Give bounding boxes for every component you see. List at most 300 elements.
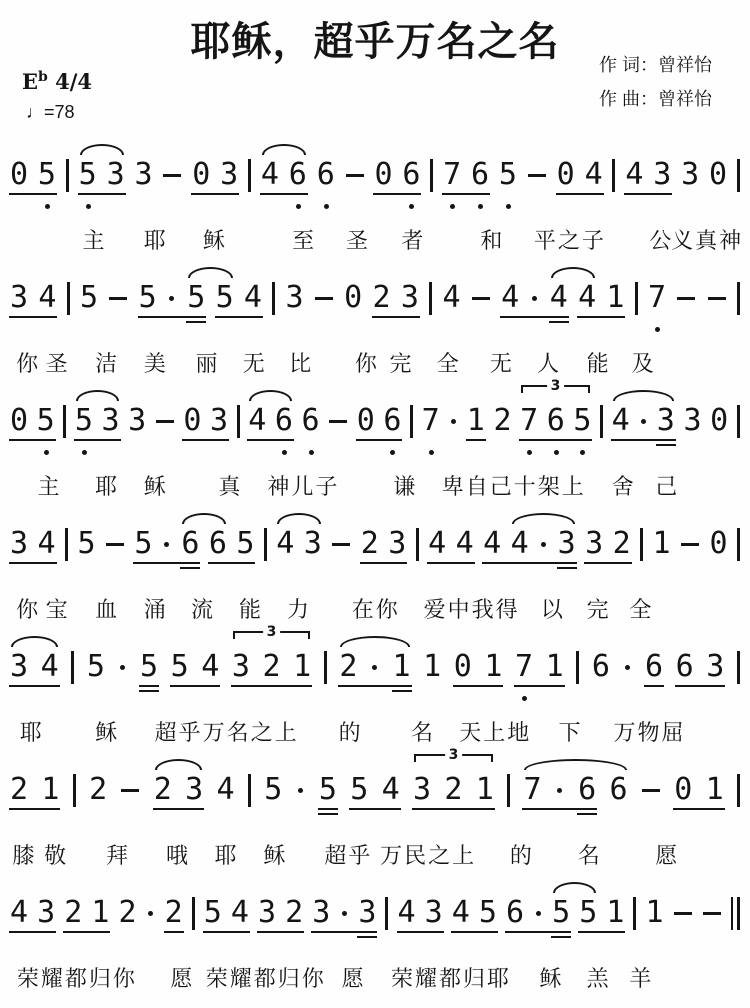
beam-line bbox=[519, 439, 592, 441]
notes-row bbox=[6, 876, 744, 962]
lyric-chunk: 的 bbox=[338, 720, 363, 745]
lyric-chunk: 爱中我得 bbox=[423, 597, 520, 622]
barline bbox=[430, 159, 433, 192]
beam-line-2 bbox=[186, 321, 206, 323]
barline bbox=[73, 774, 76, 807]
note-token: 3 bbox=[653, 157, 672, 192]
beam-line bbox=[412, 808, 495, 810]
lyric-chunk: 己 bbox=[655, 474, 680, 499]
augmentation-dot bbox=[167, 281, 177, 315]
lyric-chunk: 羊 bbox=[629, 966, 654, 991]
lyric-chunk: 下 bbox=[558, 720, 583, 745]
octave-dot bbox=[409, 204, 414, 209]
lyric-chunk: 荣耀都归你 bbox=[16, 966, 137, 991]
octave-dot bbox=[450, 204, 455, 209]
score-system bbox=[6, 507, 744, 623]
header bbox=[0, 0, 750, 138]
note-token: 3 bbox=[557, 526, 576, 561]
beam-line bbox=[578, 931, 625, 933]
lyrics-row bbox=[6, 839, 744, 869]
lyric-chunk: 力 bbox=[286, 597, 311, 622]
beam-line bbox=[164, 931, 184, 933]
note-token: 5 bbox=[140, 649, 159, 684]
note-token: 0 bbox=[674, 772, 693, 807]
augmentation-dot bbox=[117, 650, 127, 684]
score-system bbox=[6, 261, 744, 377]
note-token: 1 bbox=[606, 895, 625, 930]
beam-line-2 bbox=[318, 813, 338, 815]
beam-line bbox=[584, 562, 632, 564]
octave-dot bbox=[296, 204, 301, 209]
lyric-chunk: 全 bbox=[629, 597, 654, 622]
note-token: 3 bbox=[388, 526, 407, 561]
note-token: 5 bbox=[86, 649, 105, 684]
note-token: 6 bbox=[609, 772, 628, 807]
tempo-marking: ♩=78 bbox=[26, 102, 75, 122]
slur-arc bbox=[512, 513, 575, 524]
beam-line bbox=[182, 439, 229, 441]
beam-line-2 bbox=[557, 567, 577, 569]
lyric-chunk: 宝 bbox=[45, 597, 70, 622]
dash-note bbox=[641, 773, 661, 807]
augmentation-dot bbox=[533, 896, 543, 930]
note-token: 0 bbox=[192, 157, 211, 192]
note-token: 5 bbox=[79, 280, 99, 315]
note-token: 3 bbox=[128, 403, 147, 438]
note-token: 3 bbox=[10, 526, 29, 561]
note-token: 5 bbox=[36, 403, 55, 438]
note-token: 3 bbox=[10, 280, 29, 315]
note-token: 5 bbox=[74, 403, 93, 438]
barline bbox=[600, 405, 603, 438]
lyric-chunk: 神儿子 bbox=[267, 474, 340, 499]
beam-line bbox=[644, 685, 664, 687]
augmentation-dot bbox=[146, 896, 156, 930]
beam-line-2 bbox=[357, 936, 377, 938]
beam-line bbox=[9, 439, 56, 441]
lyrics-row bbox=[6, 716, 744, 746]
lyric-chunk: 稣 bbox=[143, 474, 168, 499]
lyric-chunk: 愿 bbox=[341, 966, 366, 991]
dash-note bbox=[676, 281, 696, 315]
lyric-chunk: 至 bbox=[292, 228, 317, 253]
note-token: 7 bbox=[515, 649, 534, 684]
lyric-chunk: 卑自己十架上 bbox=[441, 474, 586, 499]
dash-note bbox=[105, 527, 125, 561]
note-token: 3 bbox=[312, 895, 331, 930]
octave-dot bbox=[429, 450, 434, 455]
dash-note bbox=[471, 281, 491, 315]
lyric-chunk: 名 bbox=[577, 843, 602, 868]
note-token: 4 bbox=[428, 526, 447, 561]
lyric-chunk: 名 bbox=[410, 720, 435, 745]
note-token: 1 bbox=[705, 772, 724, 807]
note-token: 5 bbox=[134, 526, 153, 561]
note-token: 6 bbox=[471, 157, 490, 192]
augmentation-dot bbox=[448, 404, 458, 438]
note-token: 3 bbox=[683, 403, 702, 438]
note-token: 2 bbox=[339, 649, 358, 684]
augmentation-dot bbox=[538, 527, 548, 561]
note-token: 6 bbox=[578, 772, 597, 807]
lyric-chunk: 丽 bbox=[195, 351, 220, 376]
note-token: 3 bbox=[656, 403, 675, 438]
lyric-chunk: 愿 bbox=[170, 966, 195, 991]
note-token: 3 bbox=[413, 772, 432, 807]
barline bbox=[416, 528, 419, 561]
score bbox=[0, 138, 750, 992]
dash-note bbox=[673, 896, 693, 930]
beam-line bbox=[9, 808, 60, 810]
note-token: 5 bbox=[552, 895, 571, 930]
slur-arc bbox=[553, 882, 596, 893]
barline bbox=[248, 159, 251, 192]
beam-line bbox=[63, 931, 110, 933]
octave-dot bbox=[554, 450, 559, 455]
barline bbox=[192, 897, 195, 930]
page-title: 耶稣，超乎万名之名 bbox=[190, 18, 560, 65]
note-token: 7 bbox=[520, 403, 539, 438]
beam-line bbox=[442, 193, 490, 195]
notes-row bbox=[6, 138, 744, 224]
lyric-chunk: 主 bbox=[82, 228, 107, 253]
lyric-chunk: 能 bbox=[239, 597, 264, 622]
lyric-chunk: 圣 bbox=[45, 351, 70, 376]
barline bbox=[737, 774, 740, 807]
lyric-chunk: 真 bbox=[218, 474, 243, 499]
note-token: 5 bbox=[215, 280, 234, 315]
note-token: 1 bbox=[41, 772, 60, 807]
lyric-chunk: 圣 bbox=[346, 228, 371, 253]
beam-line bbox=[78, 193, 126, 195]
slur-arc bbox=[340, 636, 410, 647]
note-token: 3 bbox=[37, 895, 56, 930]
lyric-chunk: 洁 bbox=[95, 351, 120, 376]
note-token: 0 bbox=[374, 157, 393, 192]
beam-line-2 bbox=[656, 444, 676, 446]
octave-dot bbox=[45, 204, 50, 209]
note-token: 1 bbox=[475, 772, 494, 807]
beam-line-2 bbox=[180, 567, 200, 569]
lyric-chunk: 全 bbox=[436, 351, 461, 376]
barline bbox=[410, 405, 413, 438]
note-token: 5 bbox=[78, 157, 97, 192]
augmentation-dot bbox=[622, 650, 632, 684]
beam-line bbox=[74, 439, 121, 441]
note-token: 3 bbox=[681, 157, 700, 192]
composer-credit: 作 曲：曾祥怡 bbox=[598, 89, 712, 109]
lyric-chunk: 的 bbox=[509, 843, 534, 868]
note-token: 5 bbox=[77, 526, 96, 561]
note-token: 5 bbox=[350, 772, 369, 807]
note-token: 2 bbox=[164, 895, 183, 930]
credits bbox=[599, 48, 712, 116]
slur-arc bbox=[262, 144, 306, 155]
note-token: 4 bbox=[578, 280, 597, 315]
beam-line bbox=[338, 685, 412, 687]
note-token: 0 bbox=[10, 157, 29, 192]
beam-line bbox=[133, 562, 200, 564]
octave-dot bbox=[282, 450, 287, 455]
lyric-chunk: 稣 bbox=[539, 966, 564, 991]
augmentation-dot bbox=[555, 773, 565, 807]
note-token: 4 bbox=[510, 526, 529, 561]
barline bbox=[507, 774, 510, 807]
note-token: 6 bbox=[505, 895, 524, 930]
lyric-chunk: 血 bbox=[95, 597, 120, 622]
dash-note bbox=[702, 896, 722, 930]
slur-arc bbox=[11, 636, 58, 647]
note-token: 7 bbox=[443, 157, 462, 192]
lyric-chunk: 超乎 bbox=[324, 843, 373, 868]
dash-note bbox=[345, 158, 365, 192]
dash-note bbox=[155, 404, 175, 438]
dash-note bbox=[108, 281, 128, 315]
beam-line bbox=[215, 316, 263, 318]
slur-arc bbox=[613, 390, 674, 401]
octave-dot bbox=[82, 450, 87, 455]
beam-line bbox=[9, 193, 57, 195]
score-system bbox=[6, 138, 744, 254]
beam-line bbox=[356, 439, 402, 441]
lyric-chunk: 荣耀都归你 bbox=[205, 966, 326, 991]
note-token: 0 bbox=[453, 649, 472, 684]
score-system bbox=[6, 378, 744, 500]
lyric-chunk: 在你 bbox=[351, 597, 400, 622]
augmentation-dot bbox=[339, 896, 349, 930]
beam-line bbox=[673, 808, 725, 810]
note-token: 5 bbox=[138, 280, 157, 315]
note-token: 1 bbox=[545, 649, 564, 684]
note-token: 5 bbox=[318, 772, 337, 807]
triplet-number: 3 bbox=[445, 747, 463, 763]
note-token: 1 bbox=[392, 649, 411, 684]
final-barline bbox=[731, 897, 740, 930]
barline bbox=[737, 405, 740, 438]
slur-arc bbox=[155, 759, 202, 770]
note-token: 4 bbox=[397, 895, 416, 930]
beam-line bbox=[170, 685, 220, 687]
note-token: 2 bbox=[89, 772, 108, 807]
barline bbox=[635, 282, 638, 315]
barline bbox=[67, 282, 70, 315]
beam-line bbox=[522, 808, 597, 810]
notes-row bbox=[6, 507, 744, 593]
barline bbox=[576, 651, 579, 684]
time-signature: 4/4 bbox=[55, 69, 93, 94]
notes-row bbox=[6, 261, 744, 347]
lyric-chunk: 稣 bbox=[95, 720, 120, 745]
slur-arc bbox=[76, 390, 119, 401]
note-token: 4 bbox=[243, 280, 262, 315]
note-token: 1 bbox=[606, 280, 625, 315]
lyrics-row bbox=[6, 470, 744, 500]
octave-dot bbox=[390, 450, 395, 455]
note-token: 5 bbox=[579, 895, 598, 930]
augmentation-dot bbox=[638, 404, 648, 438]
beam-line bbox=[247, 439, 294, 441]
dash-note bbox=[120, 773, 140, 807]
triplet-bracket bbox=[233, 624, 310, 640]
note-token: 4 bbox=[230, 895, 249, 930]
octave-dot bbox=[324, 204, 329, 209]
barline bbox=[737, 159, 740, 192]
slur-arc bbox=[524, 759, 627, 770]
beam-line bbox=[556, 193, 604, 195]
note-token: 3 bbox=[134, 157, 153, 192]
triplet-bracket bbox=[521, 378, 590, 394]
lyric-chunk: 羔 bbox=[586, 966, 611, 991]
note-token: 0 bbox=[356, 403, 375, 438]
beam-line bbox=[624, 193, 672, 195]
beam-line-2 bbox=[577, 813, 597, 815]
barline bbox=[71, 651, 74, 684]
lyric-chunk: 你 bbox=[16, 597, 41, 622]
note-token: 0 bbox=[710, 403, 729, 438]
lyric-chunk: 涌 bbox=[143, 597, 168, 622]
note-token: 6 bbox=[181, 526, 200, 561]
score-system bbox=[6, 876, 744, 992]
beam-line bbox=[360, 562, 407, 564]
note-token: 5 bbox=[573, 403, 592, 438]
note-token: 4 bbox=[248, 403, 267, 438]
note-token: 2 bbox=[10, 772, 29, 807]
lyric-chunk: 义真神 bbox=[671, 228, 744, 253]
barline bbox=[248, 774, 251, 807]
barline bbox=[237, 405, 240, 438]
lyrics-row bbox=[6, 593, 744, 623]
note-token: 4 bbox=[216, 772, 235, 807]
augmentation-dot bbox=[296, 773, 306, 807]
lyric-chunk: 比 bbox=[289, 351, 314, 376]
lyric-chunk: 平之子 bbox=[533, 228, 606, 253]
note-token: 6 bbox=[675, 649, 694, 684]
augmentation-dot bbox=[370, 650, 380, 684]
note-token: 2 bbox=[493, 403, 512, 438]
barline bbox=[737, 282, 740, 315]
lyric-chunk: 美 bbox=[143, 351, 168, 376]
score-system bbox=[6, 747, 744, 869]
slur-arc bbox=[551, 267, 595, 278]
note-token: 3 bbox=[231, 649, 250, 684]
note-token: 6 bbox=[274, 403, 293, 438]
note-token: 7 bbox=[421, 403, 440, 438]
lyrics-row bbox=[6, 962, 744, 992]
note-token: 3 bbox=[210, 403, 229, 438]
notes-row bbox=[6, 747, 744, 839]
lyric-chunk: 耶 bbox=[143, 228, 168, 253]
note-token: 6 bbox=[645, 649, 664, 684]
beam-line bbox=[500, 316, 569, 318]
beam-line bbox=[453, 685, 503, 687]
dash-note bbox=[162, 158, 182, 192]
lyric-chunk: 完 bbox=[586, 597, 611, 622]
note-token: 2 bbox=[372, 280, 391, 315]
note-token: 2 bbox=[64, 895, 83, 930]
beam-line-2 bbox=[392, 690, 412, 692]
note-token: 6 bbox=[546, 403, 565, 438]
beam-line-2 bbox=[549, 321, 569, 323]
beam-line bbox=[153, 808, 204, 810]
note-token: 4 bbox=[40, 649, 59, 684]
triplet-number: 3 bbox=[547, 378, 565, 394]
note-token: 3 bbox=[706, 649, 725, 684]
lyric-chunk: 流 bbox=[191, 597, 216, 622]
lyric-chunk: 哦 bbox=[165, 843, 190, 868]
note-token: 5 bbox=[203, 895, 222, 930]
note-token: 4 bbox=[38, 280, 57, 315]
beam-line bbox=[427, 562, 475, 564]
barline bbox=[429, 282, 432, 315]
note-token: 1 bbox=[652, 526, 671, 561]
key-signature bbox=[22, 62, 92, 97]
note-token: 3 bbox=[303, 526, 322, 561]
slur-arc bbox=[277, 513, 321, 524]
note-token: 4 bbox=[442, 280, 461, 315]
beam-line bbox=[349, 808, 401, 810]
note-token: 4 bbox=[501, 280, 520, 315]
dash-note bbox=[331, 527, 351, 561]
lyric-chunk: 主 bbox=[37, 474, 62, 499]
slur-arc bbox=[188, 267, 233, 278]
triplet-bracket bbox=[414, 747, 493, 763]
beam-line-2 bbox=[139, 690, 159, 692]
octave-dot bbox=[478, 204, 483, 209]
note-token: 6 bbox=[288, 157, 307, 192]
note-token: 4 bbox=[611, 403, 630, 438]
score-system bbox=[6, 624, 744, 746]
lyric-chunk: 舍 bbox=[611, 474, 636, 499]
barline bbox=[633, 897, 636, 930]
beam-line bbox=[9, 316, 57, 318]
beam-line bbox=[577, 316, 625, 318]
lyric-chunk: 人 bbox=[537, 351, 562, 376]
note-token: 4 bbox=[549, 280, 568, 315]
octave-dot bbox=[527, 450, 532, 455]
lyrics-row bbox=[6, 347, 744, 377]
beam-line bbox=[208, 562, 255, 564]
note-token: 0 bbox=[10, 403, 29, 438]
octave-dot bbox=[506, 204, 511, 209]
note-token: 7 bbox=[648, 280, 667, 315]
lyric-chunk: 无 bbox=[242, 351, 267, 376]
lyric-chunk: 稣 bbox=[202, 228, 227, 253]
beam-line bbox=[466, 439, 486, 441]
barline bbox=[264, 528, 267, 561]
note-token: 1 bbox=[91, 895, 110, 930]
lyric-chunk: 天上地 bbox=[459, 720, 532, 745]
beam-line bbox=[451, 931, 498, 933]
note-token: 6 bbox=[301, 403, 320, 438]
note-token: 0 bbox=[183, 403, 202, 438]
lyric-chunk: 你 bbox=[16, 351, 41, 376]
notes-row bbox=[6, 378, 744, 470]
note-token: 6 bbox=[591, 649, 610, 684]
barline bbox=[324, 651, 327, 684]
note-token: 3 bbox=[10, 649, 29, 684]
augmentation-dot bbox=[162, 527, 172, 561]
octave-dot bbox=[44, 450, 49, 455]
barline bbox=[612, 159, 615, 192]
note-token: 4 bbox=[483, 526, 502, 561]
slur-arc bbox=[80, 144, 124, 155]
note-token: 4 bbox=[276, 526, 295, 561]
dash-note bbox=[527, 158, 547, 192]
beam-line bbox=[505, 931, 571, 933]
key-and-tempo bbox=[22, 62, 92, 127]
barline bbox=[63, 405, 66, 438]
note-token: 3 bbox=[101, 403, 120, 438]
